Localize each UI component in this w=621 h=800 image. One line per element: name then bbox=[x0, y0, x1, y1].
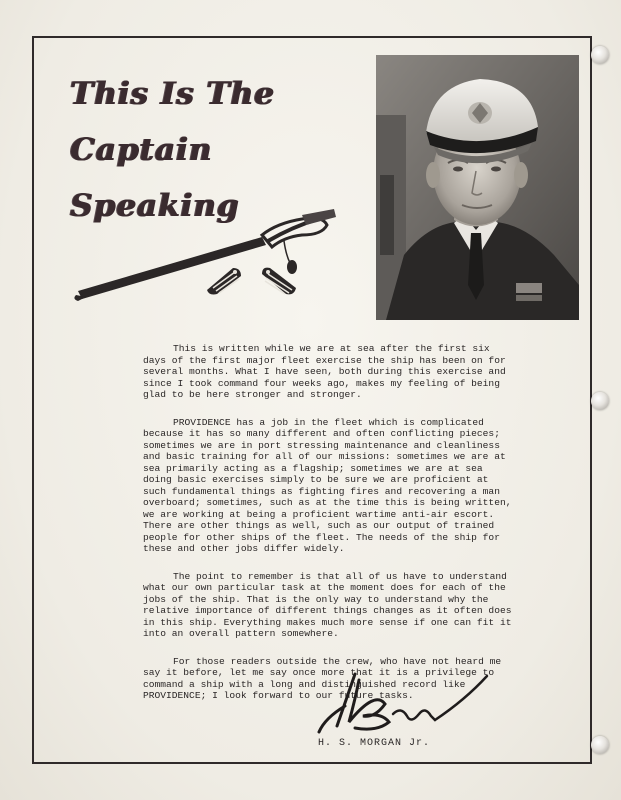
binder-hole-top bbox=[591, 46, 609, 64]
signature-icon bbox=[315, 670, 495, 740]
shoulder-board-left-icon bbox=[205, 266, 243, 296]
signer-name: H. S. MORGAN Jr. bbox=[318, 738, 431, 749]
letter-paragraph-3: The point to remember is that all of us have to understand what our own particular task at the moment does for each of the jobs of the ship. That is the only way to understand why the relative importance of different things changes as it often does in this ship. Everything makes much more sense if one can fit it into an overall pattern somewhere. bbox=[143, 570, 512, 639]
binder-hole-middle bbox=[591, 392, 609, 410]
letter-paragraph-1: This is written while we are at sea after the first six days of the first major fleet exercise the ship has been on for several months. What I have seen, both during this exercise and since I took command four weeks ago, makes my feeling of being glad to be here stronger and stronger. bbox=[143, 343, 506, 400]
letter-paragraph-4: For those readers outside the crew, who have not heard me say it before, let me say once more that it is a privilege to command a ship with a long and distinguished record like PROVIDENCE; I look forward to our future tasks. bbox=[143, 655, 502, 701]
captain-portrait-illustration bbox=[376, 55, 579, 320]
title-line-2: Captain Speaking bbox=[70, 132, 240, 224]
letter-paragraph-2: PROVIDENCE has a job in the fleet which is complicated because it has so many different and often conflicting pieces; sometimes we are in port stressing maintenance and cleanliness and basic training for all of our missions: sometimes we are at sea primarily acting as a flagship; sometimes we are at sea doing basic exercises simply to be sure we are proficient at such fundamental things as fighting fires and recovering a man overboard; sometimes, such as at the time this is being written, we are working at being a proficient wartime anti-air escort. There are other things as well, such as our output of trained people for other ships of the fleet. The needs of the ship for these and other jobs differ widely. bbox=[143, 416, 512, 554]
binder-hole-bottom bbox=[591, 736, 609, 754]
shoulder-board-right-icon bbox=[258, 266, 298, 298]
letter-body bbox=[143, 343, 513, 718]
captain-photo bbox=[376, 55, 579, 320]
title-line-1: This Is The bbox=[70, 76, 275, 112]
